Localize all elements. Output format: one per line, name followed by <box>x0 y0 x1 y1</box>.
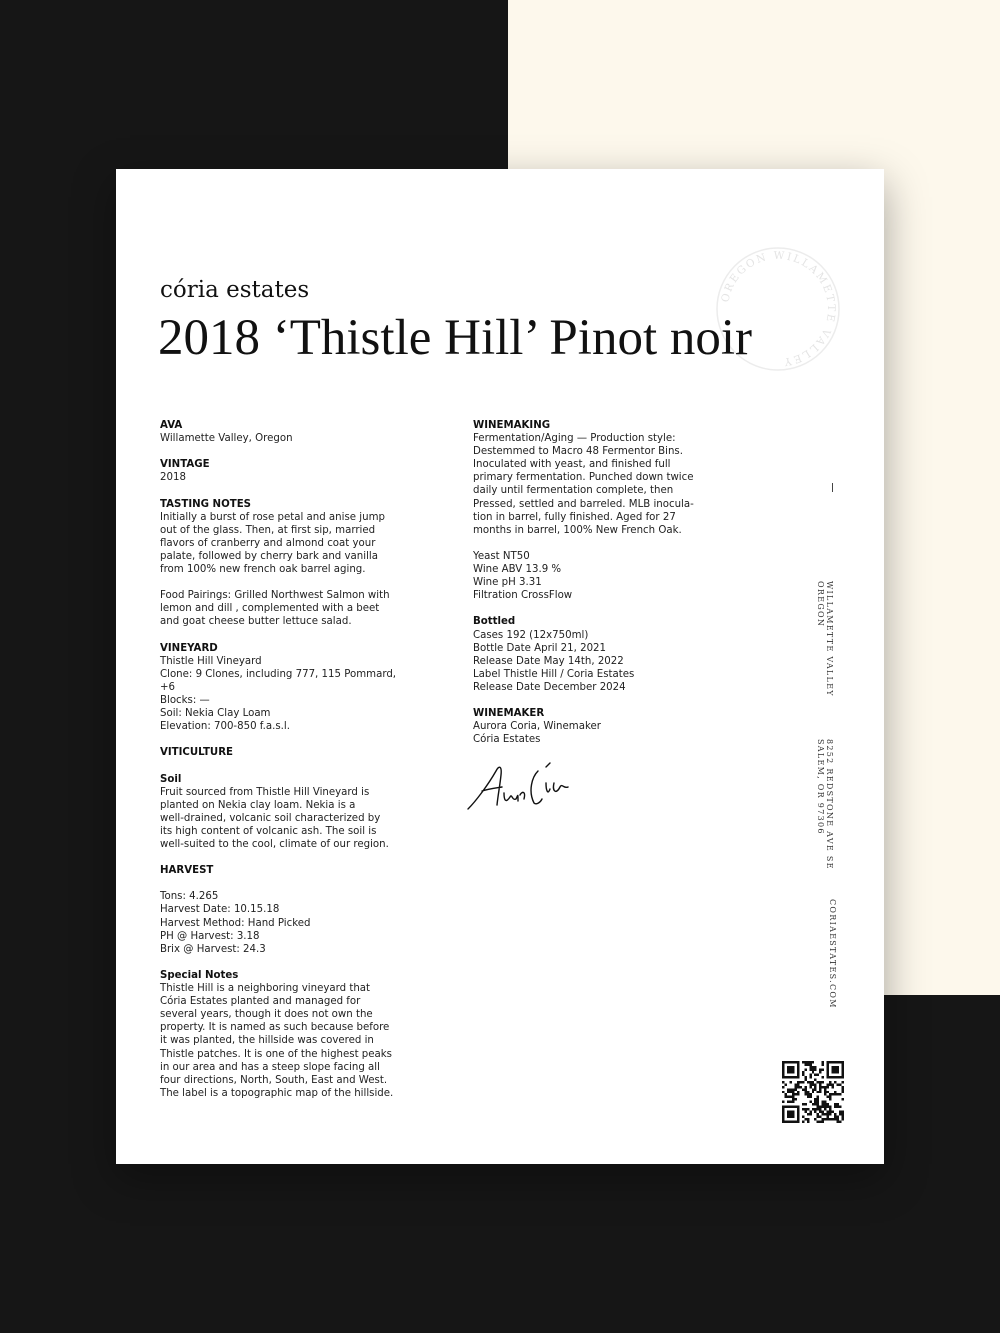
text-line: Wine pH 3.31 <box>473 577 542 589</box>
text-line: Fruit sourced from Thistle Hill Vineyard is <box>160 786 370 798</box>
text-line: palate, followed by cherry bark and vanilla <box>160 550 378 562</box>
spacer <box>473 694 718 707</box>
text-line: Pressed, settled and barreled. MLB inocula- <box>473 498 694 510</box>
text-line: Soil: Nekia Clay Loam <box>160 708 271 720</box>
winemaker-signature <box>466 757 606 817</box>
spacer <box>160 877 410 890</box>
text-line: Willamette Valley, Oregon <box>160 433 293 445</box>
text-line: Elevation: 700-850 f.a.s.l. <box>160 721 290 733</box>
left-column <box>160 419 410 1100</box>
text-line: Clone: 9 Clones, including 777, 115 Pommard, <box>160 668 397 680</box>
text-line: Cória Estates planted and managed for <box>160 996 361 1008</box>
text-line: property. It is named as such because before <box>160 1022 390 1034</box>
section-heading: WINEMAKER <box>473 708 545 720</box>
text-line: Brix @ Harvest: 24.3 <box>160 943 266 955</box>
section-heading: Soil <box>160 773 182 785</box>
text-line: Cória Estates <box>473 734 541 746</box>
section-heading: AVA <box>160 420 183 431</box>
text-line: Release Date May 14th, 2022 <box>473 655 624 667</box>
text-line: its high content of volcanic ash. The soil is <box>160 825 377 837</box>
brand-name: cória estates <box>160 277 310 303</box>
text-line: Harvest Date: 10.15.18 <box>160 904 280 916</box>
section-heading: Special Notes <box>160 969 239 981</box>
spacer <box>160 733 410 746</box>
side-dash <box>832 483 833 492</box>
text-line: four directions, North, South, East and West. <box>160 1074 388 1086</box>
text-line: it was planted, the hillside was covered in <box>160 1035 374 1047</box>
text-line: from 100% new french oak barrel aging. <box>160 564 366 576</box>
spacer <box>160 576 410 589</box>
spacer <box>160 629 410 642</box>
spacer <box>160 956 410 969</box>
svg-text:OREGON WILLAMETTE VALLEY: OREGON WILLAMETTE VALLEY <box>719 249 838 368</box>
right-column <box>473 419 718 746</box>
text-line: Blocks: — <box>160 694 210 706</box>
text-line: in our area and has a steep slope facing all <box>160 1061 380 1073</box>
text-line: daily until fermentation complete, then <box>473 485 674 497</box>
text-line: Aurora Coria, Winemaker <box>473 721 601 733</box>
spacer <box>160 445 410 458</box>
text-line: months in barrel, 100% New French Oak. <box>473 524 682 536</box>
text-line: and goat cheese butter lettuce salad. <box>160 616 352 628</box>
text-line: Harvest Method: Hand Picked <box>160 917 311 929</box>
text-line: Release Date December 2024 <box>473 681 626 693</box>
spacer <box>160 759 410 772</box>
text-line: Filtration CrossFlow <box>473 590 573 602</box>
section-heading: VITICULTURE <box>160 747 233 759</box>
text-line: several years, though it does not own the <box>160 1009 373 1021</box>
text-line: Food Pairings: Grilled Northwest Salmon with <box>160 590 390 602</box>
spacer <box>160 851 410 864</box>
text-line: flavors of cranberry and almond coat your <box>160 537 376 549</box>
text-line: out of the glass. Then, at first sip, married <box>160 524 376 536</box>
text-line: tion in barrel, fully finished. Aged for 27 <box>473 511 676 523</box>
text-line: Thistle patches. It is one of the highest peaks <box>160 1048 392 1060</box>
section-heading: HARVEST <box>160 865 214 877</box>
text-line: Fermentation/Aging — Production style: <box>473 433 676 445</box>
text-line: primary fermentation. Punched down twice <box>473 472 694 484</box>
text-line: 2018 <box>160 472 186 484</box>
text-line: Tons: 4.265 <box>160 891 219 903</box>
text-line: Cases 192 (12x750ml) <box>473 629 589 641</box>
section-heading: VINTAGE <box>160 459 210 471</box>
text-line: Thistle Hill Vineyard <box>160 655 262 667</box>
text-line: Initially a burst of rose petal and anise jump <box>160 511 385 523</box>
region-text: WILLAMETTE VALLEY OREGON <box>816 581 834 697</box>
text-line: Label Thistle Hill / Coria Estates <box>473 668 635 680</box>
text-line: Inoculated with yeast, and finished full <box>473 459 671 471</box>
section-heading: VINEYARD <box>160 642 218 654</box>
qr-code[interactable] <box>782 1061 844 1123</box>
text-line: PH @ Harvest: 3.18 <box>160 930 260 942</box>
text-line: planted on Nekia clay loam. Nekia is a <box>160 799 356 811</box>
text-line: well-suited to the cool, climate of our region. <box>160 839 389 850</box>
page-title: 2018 ‘Thistle Hill’ Pinot noir <box>158 310 753 366</box>
website-link[interactable]: CORIAESTATES.COM <box>828 899 837 1009</box>
text-line: lemon and dill , complemented with a beet <box>160 603 380 615</box>
address-text: 8252 REDSTONE AVE SE SALEM, OR 97306 <box>816 739 834 870</box>
tech-sheet <box>116 169 884 1164</box>
text-line: Thistle Hill is a neighboring vineyard that <box>160 983 371 995</box>
spacer <box>473 537 718 550</box>
text-line: Wine ABV 13.9 % <box>473 564 562 576</box>
text-line: Yeast NT50 <box>473 550 530 562</box>
section-heading: WINEMAKING <box>473 420 551 431</box>
section-heading: TASTING NOTES <box>160 498 251 510</box>
section-heading: Bottled <box>473 616 516 628</box>
text-line: Destemmed to Macro 48 Fermentor Bins. <box>473 446 683 458</box>
text-line: well-drained, volcanic soil characterized by <box>160 812 381 824</box>
text-line: The label is a topographic map of the hillside. <box>160 1087 394 1099</box>
text-line: Bottle Date April 21, 2021 <box>473 642 607 654</box>
spacer <box>473 602 718 615</box>
text-line: +6 <box>160 681 176 693</box>
spacer <box>160 484 410 497</box>
